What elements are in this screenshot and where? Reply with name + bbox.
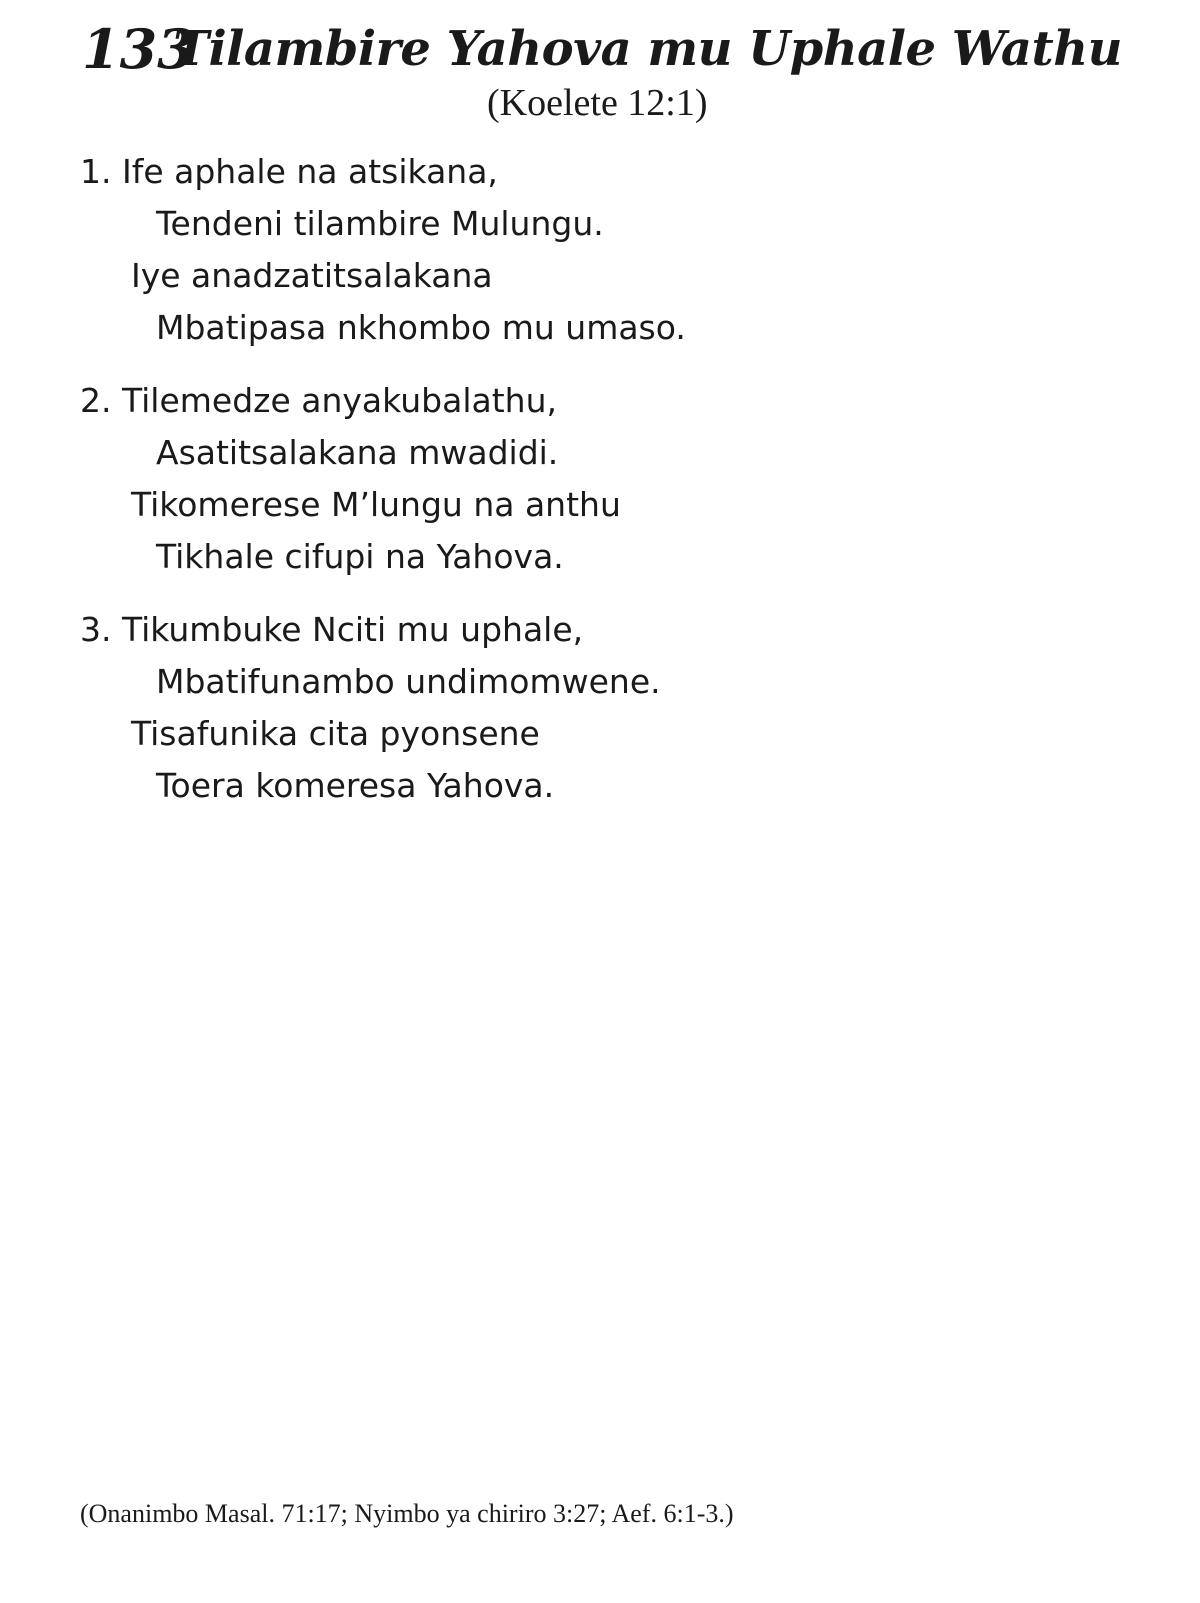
lyrics [80,146,980,833]
verse-2 [80,375,980,583]
scripture-footnote: (Onanimbo Masal. 71:17; Nyimbo ya chiriro 3:27; Aef. 6:1-3.) [80,1499,734,1528]
verse-line: Asatitsalakana mwadidi. [156,433,559,472]
verse-line: 3. Tikumbuke Nciti mu uphale, [80,610,584,649]
verse-3 [80,604,980,812]
verse-line: Mbatipasa nkhombo mu umaso. [156,308,686,347]
scripture-reference: (Koelete 12:1) [487,82,708,124]
song-title: Tilambire Yahova mu Uphale Wathu [173,21,1122,77]
verse-line: 2. Tilemedze anyakubalathu, [80,381,557,420]
verse-line: Tendeni tilambire Mulungu. [156,204,604,243]
verse-line: Tikomerese M’lungu na anthu [131,485,621,524]
verse-line: Tisafunika cita pyonsene [131,714,540,753]
song-header [82,14,1122,84]
verse-line: Toera komeresa Yahova. [156,766,555,805]
verse-1 [80,146,980,354]
verse-line: Iye anadzatitsalakana [131,256,493,295]
verse-line: 1. Ife aphale na atsikana, [80,152,498,191]
verse-line: Mbatifunambo undimomwene. [156,662,661,701]
song-number: 133 [82,17,195,81]
verse-line: Tikhale cifupi na Yahova. [156,537,564,576]
